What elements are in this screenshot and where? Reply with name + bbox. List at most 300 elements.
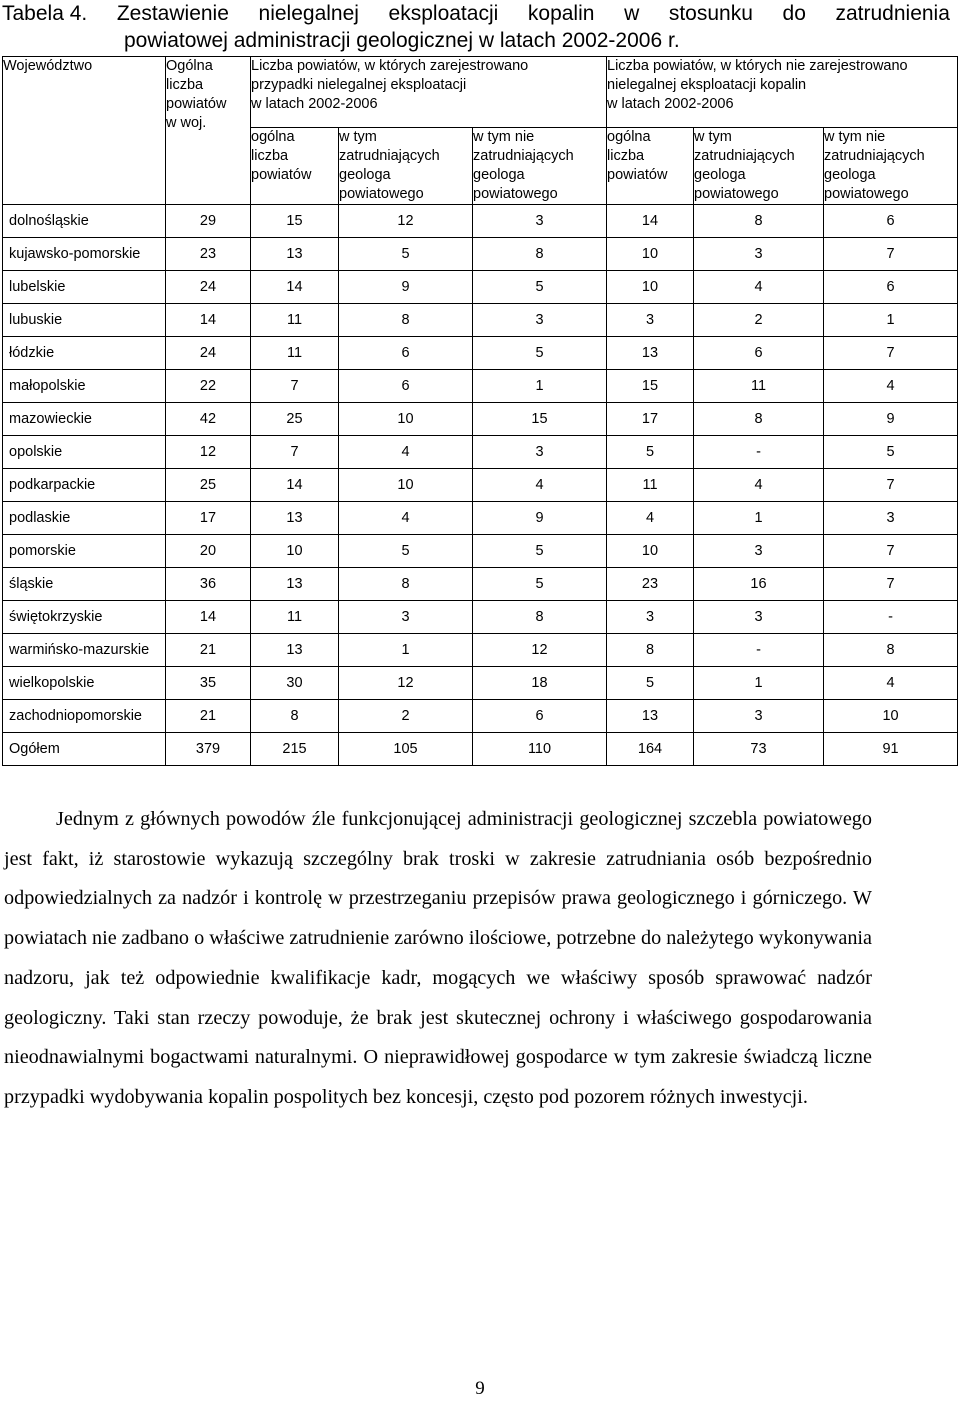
voivodeship-name: pomorskie xyxy=(3,535,166,568)
header-sub-w-tym: w tym zatrudniających geologa powiatowego xyxy=(694,128,824,205)
table-cell xyxy=(166,667,251,700)
table-cell xyxy=(339,271,473,304)
table-cell xyxy=(473,502,607,535)
table-cell xyxy=(166,469,251,502)
table-cell xyxy=(251,238,339,271)
table-cell xyxy=(251,403,339,436)
cell-value: 5 xyxy=(645,443,655,460)
table-cell xyxy=(824,700,958,733)
table-cell xyxy=(824,568,958,601)
cell-value: 8 xyxy=(401,575,410,592)
table-cell xyxy=(251,601,339,634)
cell-value: 2 xyxy=(754,311,763,328)
cell-value: 14 xyxy=(286,476,303,493)
data-table xyxy=(2,56,958,766)
cell-value: 91 xyxy=(882,740,899,757)
cell-value: 11 xyxy=(286,311,303,328)
table-cell xyxy=(166,733,251,766)
table-row xyxy=(3,568,958,601)
table-cell xyxy=(694,403,824,436)
cell-value: 25 xyxy=(286,410,303,427)
table-cell xyxy=(607,502,694,535)
cell-value: 9 xyxy=(401,278,410,295)
table-cell xyxy=(694,238,824,271)
cell-value: 8 xyxy=(754,212,763,229)
cell-value: 4 xyxy=(535,476,544,493)
cell-value: 6 xyxy=(401,344,410,361)
cell-value: 1 xyxy=(401,641,410,658)
cell-value: 7 xyxy=(290,443,299,460)
cell-value: 14 xyxy=(199,311,217,328)
table-cell xyxy=(339,436,473,469)
cell-value: 5 xyxy=(886,443,895,460)
table-row xyxy=(3,634,958,667)
caption-word: kopalin xyxy=(527,2,595,25)
table-cell xyxy=(694,271,824,304)
table-cell xyxy=(694,667,824,700)
table-cell xyxy=(473,337,607,370)
table-body xyxy=(3,205,958,766)
table-cell xyxy=(166,403,251,436)
table-row xyxy=(3,370,958,403)
table-cell xyxy=(339,535,473,568)
table-cell xyxy=(339,601,473,634)
cell-value: 4 xyxy=(401,443,410,460)
cell-value: 8 xyxy=(290,707,299,724)
cell-value: 215 xyxy=(282,740,307,757)
table-cell xyxy=(166,436,251,469)
table-cell xyxy=(607,403,694,436)
cell-value: 10 xyxy=(641,542,659,559)
cell-value: 5 xyxy=(535,344,544,361)
cell-value: 18 xyxy=(531,674,548,691)
table-cell xyxy=(694,601,824,634)
voivodeship-name: wielkopolskie xyxy=(3,667,166,700)
table-cell xyxy=(251,700,339,733)
header-group-registered: Liczba powiatów, w których zarejestrowano przypadki nielegalnej eksploatacji w latach 2002-2006 xyxy=(251,57,607,128)
cell-value: 3 xyxy=(645,311,655,328)
table-cell xyxy=(251,436,339,469)
table-cell xyxy=(339,502,473,535)
cell-value: 7 xyxy=(886,575,895,592)
voivodeship-name: zachodniopomorskie xyxy=(3,700,166,733)
cell-value: 17 xyxy=(199,509,217,526)
cell-value: 3 xyxy=(535,311,544,328)
table-cell xyxy=(473,205,607,238)
cell-value: 5 xyxy=(645,674,655,691)
table-cell xyxy=(824,634,958,667)
cell-value: 12 xyxy=(397,212,414,229)
table-caption xyxy=(0,0,950,54)
cell-value: 1 xyxy=(886,311,895,328)
table-cell xyxy=(339,568,473,601)
table-cell xyxy=(694,304,824,337)
cell-value: 8 xyxy=(886,641,895,658)
table-cell xyxy=(251,568,339,601)
header-ogolna-liczba-woj: Ogólna liczba powiatów w woj. xyxy=(166,57,251,205)
cell-value: 110 xyxy=(527,740,552,757)
cell-value: 22 xyxy=(199,377,217,394)
table-cell xyxy=(473,469,607,502)
table-cell xyxy=(694,634,824,667)
cell-value: 10 xyxy=(641,278,659,295)
table-cell xyxy=(473,634,607,667)
cell-value: 2 xyxy=(401,707,410,724)
table-cell xyxy=(473,304,607,337)
table-cell xyxy=(694,700,824,733)
cell-value: 3 xyxy=(645,608,655,625)
header-sub-ogolna: ogólna liczba powiatów xyxy=(251,128,339,205)
table-cell xyxy=(824,469,958,502)
table-cell xyxy=(339,337,473,370)
table-cell xyxy=(251,634,339,667)
table-cell xyxy=(607,568,694,601)
caption-word: nielegalnej xyxy=(258,2,359,25)
table-cell xyxy=(824,370,958,403)
table-cell xyxy=(251,667,339,700)
cell-value: 23 xyxy=(641,575,659,592)
table-cell xyxy=(694,370,824,403)
paragraph-text: Jednym z głównych powodów źle funkcjonującej administracji geologicznej szczebla powiatowego jest fakt, iż starostowie wykazują szczególny brak troski w zakresie zatrudniania osób bezpośrednio odpowiedzialnych za nadzór i kontrolę w przestrzeganiu przepisów prawa geologicznego i górniczego. W powiatach nie zadbano o właściwe zatrudnienie zarówno ilościowe, potrzebne do należytego wykonywania nadzoru, jak też odpowiednie kwalifikacje kadr, mogących we właściwy sposób sprawować nadzór geologiczny. Taki stan rzeczy powoduje, że brak jest skutecznej ochrony i właściwego gospodarowania nieodnawialnymi bogactwami naturalnymi. O nieprawidłowej gospodarce w tym zakresie świadczą liczne przypadki wydobywania kopalin pospolitych bez koncesji, często pod pozorem różnych inwestycji. xyxy=(4,808,872,1108)
caption-word: do xyxy=(782,2,806,25)
table-cell xyxy=(166,337,251,370)
cell-value: 5 xyxy=(535,278,544,295)
table-cell xyxy=(607,436,694,469)
table-cell xyxy=(339,700,473,733)
table-cell xyxy=(694,436,824,469)
table-cell xyxy=(607,634,694,667)
table-cell xyxy=(339,370,473,403)
voivodeship-name: małopolskie xyxy=(3,370,166,403)
table-cell xyxy=(166,601,251,634)
table-cell xyxy=(166,700,251,733)
cell-value: 6 xyxy=(886,278,895,295)
table-cell xyxy=(473,568,607,601)
cell-value: 17 xyxy=(641,410,659,427)
header-sub-w-tym-nie: w tym nie zatrudniających geologa powiatowego xyxy=(473,128,607,205)
page-number: 9 xyxy=(475,1378,485,1399)
cell-value: 6 xyxy=(886,212,895,229)
cell-value: 3 xyxy=(886,509,895,526)
table-cell xyxy=(251,271,339,304)
voivodeship-name: świętokrzyskie xyxy=(3,601,166,634)
cell-value: 15 xyxy=(531,410,548,427)
cell-value: 36 xyxy=(199,575,217,592)
voivodeship-name: dolnośląskie xyxy=(3,205,166,238)
table-cell xyxy=(607,370,694,403)
voivodeship-name: kujawsko-pomorskie xyxy=(3,238,166,271)
table-cell xyxy=(251,205,339,238)
cell-value: 8 xyxy=(401,311,410,328)
header-row-1 xyxy=(3,57,958,128)
cell-value: 3 xyxy=(754,245,763,262)
table-row xyxy=(3,601,958,634)
header-sub-w-tym: w tym zatrudniających geologa powiatowego xyxy=(339,128,473,205)
cell-value: 24 xyxy=(199,278,217,295)
table-cell xyxy=(251,535,339,568)
cell-value: 6 xyxy=(754,344,763,361)
cell-value: 13 xyxy=(286,575,303,592)
cell-value: 29 xyxy=(199,212,217,229)
cell-value: - xyxy=(756,641,761,658)
caption-word: zatrudnienia xyxy=(835,2,950,25)
cell-value: 10 xyxy=(286,542,303,559)
cell-value: 16 xyxy=(750,575,767,592)
cell-value: 3 xyxy=(754,542,763,559)
cell-value: 10 xyxy=(397,476,414,493)
table-cell xyxy=(166,271,251,304)
table-row xyxy=(3,700,958,733)
caption-line-1 xyxy=(0,0,950,27)
table-cell xyxy=(473,271,607,304)
cell-value: 10 xyxy=(641,245,659,262)
header-group-not-registered: Liczba powiatów, w których nie zarejestrowano nielegalnej eksploatacji kopalin w latach 2002-2006 xyxy=(607,57,958,128)
table-cell xyxy=(473,733,607,766)
cell-value: 23 xyxy=(199,245,217,262)
table-cell xyxy=(166,568,251,601)
table-cell xyxy=(824,205,958,238)
cell-value: 9 xyxy=(535,509,544,526)
table-cell xyxy=(339,733,473,766)
cell-value: 7 xyxy=(886,542,895,559)
cell-value: 7 xyxy=(886,476,895,493)
cell-value: 4 xyxy=(754,278,763,295)
voivodeship-name: śląskie xyxy=(3,568,166,601)
cell-value: 1 xyxy=(754,674,763,691)
cell-value: 14 xyxy=(286,278,303,295)
table-cell xyxy=(473,535,607,568)
cell-value: 15 xyxy=(286,212,303,229)
table-cell xyxy=(607,337,694,370)
cell-value: 24 xyxy=(199,344,217,361)
cell-value: 15 xyxy=(641,377,659,394)
table-cell xyxy=(339,667,473,700)
voivodeship-name: opolskie xyxy=(3,436,166,469)
table-cell xyxy=(607,469,694,502)
table-row xyxy=(3,205,958,238)
header-wojewodztwo: Województwo xyxy=(3,57,166,205)
table-cell xyxy=(824,502,958,535)
cell-value: 1 xyxy=(754,509,763,526)
cell-value: 25 xyxy=(199,476,217,493)
table-row xyxy=(3,436,958,469)
table-cell xyxy=(824,403,958,436)
table-cell xyxy=(166,370,251,403)
cell-value: 8 xyxy=(754,410,763,427)
cell-value: 7 xyxy=(886,344,895,361)
cell-value: 11 xyxy=(286,608,303,625)
cell-value: 11 xyxy=(750,377,767,394)
caption-word: Zestawienie xyxy=(116,2,229,25)
cell-value: 73 xyxy=(750,740,767,757)
table-cell xyxy=(473,601,607,634)
table-cell xyxy=(251,502,339,535)
table-cell xyxy=(166,502,251,535)
cell-value: 3 xyxy=(535,212,544,229)
caption-line-2: powiatowej administracji geologicznej w latach 2002-2006 r. xyxy=(124,29,680,52)
table-cell xyxy=(824,535,958,568)
table-cell xyxy=(473,403,607,436)
cell-value: 13 xyxy=(286,509,303,526)
cell-value: 4 xyxy=(886,674,895,691)
cell-value: 3 xyxy=(754,707,763,724)
table-cell xyxy=(166,634,251,667)
table-row xyxy=(3,469,958,502)
cell-value: 7 xyxy=(886,245,895,262)
cell-value: 7 xyxy=(290,377,299,394)
table-cell xyxy=(339,403,473,436)
table-row xyxy=(3,271,958,304)
cell-value: 8 xyxy=(645,641,655,658)
cell-value: 4 xyxy=(754,476,763,493)
table-cell xyxy=(607,601,694,634)
table-cell xyxy=(694,568,824,601)
table-cell xyxy=(824,601,958,634)
table-cell xyxy=(824,667,958,700)
table-cell xyxy=(824,238,958,271)
cell-value: 6 xyxy=(535,707,544,724)
table-cell xyxy=(694,733,824,766)
table-cell xyxy=(607,700,694,733)
table-cell xyxy=(694,469,824,502)
table-cell xyxy=(339,634,473,667)
table-cell xyxy=(607,535,694,568)
table-cell xyxy=(251,733,339,766)
cell-value: 5 xyxy=(535,575,544,592)
cell-value: 12 xyxy=(397,674,414,691)
cell-value: 3 xyxy=(535,443,544,460)
voivodeship-name: podlaskie xyxy=(3,502,166,535)
table-cell xyxy=(607,304,694,337)
cell-value: 12 xyxy=(531,641,548,658)
cell-value: 4 xyxy=(886,377,895,394)
table-cell xyxy=(694,337,824,370)
table-cell xyxy=(824,304,958,337)
table-cell xyxy=(473,238,607,271)
table-row xyxy=(3,733,958,766)
cell-value: 42 xyxy=(199,410,217,427)
table-cell xyxy=(251,304,339,337)
caption-word: w xyxy=(624,2,640,25)
table-cell xyxy=(473,370,607,403)
voivodeship-name: lubelskie xyxy=(3,271,166,304)
table-cell xyxy=(824,733,958,766)
table-cell xyxy=(473,667,607,700)
cell-value: 13 xyxy=(641,707,659,724)
table-cell xyxy=(473,436,607,469)
cell-value: 21 xyxy=(199,707,217,724)
table-row xyxy=(3,238,958,271)
table-cell xyxy=(607,667,694,700)
table-cell xyxy=(339,238,473,271)
voivodeship-name: mazowieckie xyxy=(3,403,166,436)
table-cell xyxy=(251,469,339,502)
cell-value: 9 xyxy=(886,410,895,427)
cell-value: 4 xyxy=(401,509,410,526)
cell-value: 20 xyxy=(199,542,217,559)
cell-value: 10 xyxy=(397,410,414,427)
cell-value: 21 xyxy=(199,641,217,658)
cell-value: 379 xyxy=(195,740,221,757)
voivodeship-name: lubuskie xyxy=(3,304,166,337)
header-sub-ogolna: ogólna liczba powiatów xyxy=(607,128,694,205)
table-cell xyxy=(166,205,251,238)
cell-value: 10 xyxy=(882,707,899,724)
table-cell xyxy=(824,271,958,304)
table-row xyxy=(3,304,958,337)
voivodeship-name: podkarpackie xyxy=(3,469,166,502)
cell-value: 1 xyxy=(535,377,544,394)
cell-value: 13 xyxy=(641,344,659,361)
cell-value: 11 xyxy=(642,476,658,493)
cell-value: 11 xyxy=(286,344,303,361)
cell-value: 105 xyxy=(393,740,418,757)
cell-value: 5 xyxy=(535,542,544,559)
body-paragraph xyxy=(4,800,872,1118)
cell-value: 8 xyxy=(535,245,544,262)
cell-value: 12 xyxy=(199,443,217,460)
cell-value: - xyxy=(756,443,761,460)
voivodeship-name: warmińsko-mazurskie xyxy=(3,634,166,667)
cell-value: 6 xyxy=(401,377,410,394)
table-cell xyxy=(339,304,473,337)
table-row xyxy=(3,535,958,568)
cell-value: 35 xyxy=(199,674,217,691)
cell-value: 14 xyxy=(199,608,217,625)
table-cell xyxy=(339,469,473,502)
table-cell xyxy=(607,238,694,271)
table-cell xyxy=(166,535,251,568)
cell-value: 164 xyxy=(637,740,663,757)
table-cell xyxy=(824,436,958,469)
table-row xyxy=(3,667,958,700)
cell-value: 30 xyxy=(286,674,303,691)
caption-prefix: Tabela 4. xyxy=(2,2,88,25)
voivodeship-name: Ogółem xyxy=(3,733,166,766)
table-row xyxy=(3,502,958,535)
table-cell xyxy=(166,238,251,271)
caption-word: eksploatacji xyxy=(388,2,499,25)
table-cell xyxy=(694,502,824,535)
cell-value: 4 xyxy=(645,509,655,526)
table-cell xyxy=(473,700,607,733)
table-row xyxy=(3,337,958,370)
table-cell xyxy=(251,370,339,403)
header-sub-w-tym-nie: w tym nie zatrudniających geologa powiatowego xyxy=(824,128,958,205)
table-cell xyxy=(607,205,694,238)
cell-value: 5 xyxy=(401,542,410,559)
voivodeship-name: łódzkie xyxy=(3,337,166,370)
table-cell xyxy=(694,535,824,568)
table-cell xyxy=(339,205,473,238)
caption-word: stosunku xyxy=(668,2,753,25)
cell-value: 3 xyxy=(401,608,410,625)
table-cell xyxy=(607,271,694,304)
table-cell xyxy=(694,205,824,238)
table-cell xyxy=(824,337,958,370)
cell-value: 3 xyxy=(754,608,763,625)
table-cell xyxy=(607,733,694,766)
cell-value: 14 xyxy=(641,212,659,229)
table-cell xyxy=(251,337,339,370)
cell-value: 8 xyxy=(535,608,544,625)
cell-value: 13 xyxy=(286,641,303,658)
cell-value: 5 xyxy=(401,245,410,262)
cell-value: - xyxy=(888,608,893,625)
table-row xyxy=(3,403,958,436)
cell-value: 13 xyxy=(286,245,303,262)
table-cell xyxy=(166,304,251,337)
